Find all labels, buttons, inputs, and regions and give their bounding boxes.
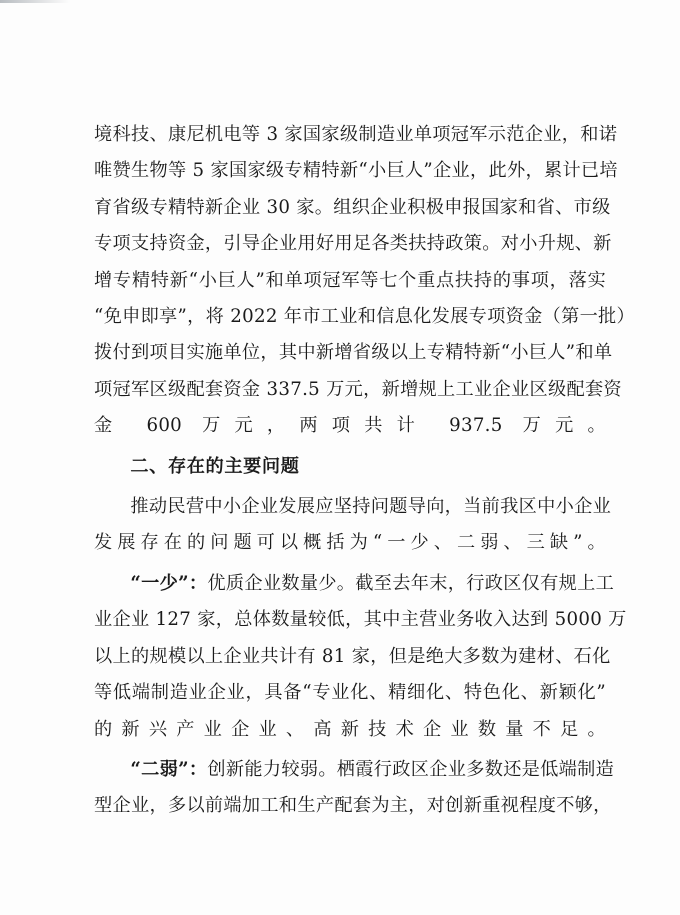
text-line: 推动民营中小企业发展应坚持问题导向，当前我区中小企业 (130, 496, 612, 518)
paragraph-achievements (94, 117, 636, 445)
text-line: 型企业，多以前端加工和生产配套为主，对创新重视程度不够， (94, 795, 612, 817)
text-line: 金 600 万元，两项共计 937.5 万元。 (94, 415, 606, 437)
text-line: 拨付到项目实施单位，其中新增省级以上专精特新“小巨人”和单 (94, 342, 613, 364)
document-body (94, 117, 636, 825)
paragraph-yi-shao (94, 566, 627, 748)
section-heading: 二、存在的主要问题 (130, 455, 300, 477)
text-line: 境科技、康尼机电等 3 家国家级制造业单项冠军示范企业，和诺 (94, 124, 618, 145)
text-line: 唯赞生物等 5 家国家级专精特新“小巨人”企业，此外，累计已培 (94, 160, 618, 182)
text-line: 增专精特新“小巨人”和单项冠军等七个重点扶持的事项，落实 (94, 269, 606, 291)
text-line: 的新兴产业企业、高新技术企业数量不足。 (94, 718, 606, 740)
text-line: 项冠军区级配套资金 337.5 万元，新增规上工业企业区级配套资 (94, 378, 622, 400)
text-line: 等低端制造业企业，具备“专业化、精细化、特色化、新颖化” (94, 682, 606, 704)
text-line (94, 566, 615, 602)
scan-edge-mark (0, 0, 70, 3)
lead-rest: 创新能力较弱。栖霞行政区企业多数还是低端制造 (207, 758, 615, 780)
text-line: 发展存在的问题可以概括为“一少、二弱、三缺”。 (94, 532, 606, 554)
text-line: 专项支持资金，引导企业用好用足各类扶持政策。对小升规、新 (94, 233, 612, 255)
paragraph-problems-intro (94, 489, 612, 562)
text-line (94, 752, 615, 788)
text-line: 育省级专精特新企业 30 家。组织企业积极申报国家和省、市级 (94, 196, 611, 218)
text-line: 业企业 127 家，总体数量较低，其中主营业务收入达到 5000 万 (94, 609, 627, 631)
paragraph-er-ruo (94, 752, 615, 825)
text-line: “免申即享”，将 2022 年市工业和信息化发展专项资金（第一批） (94, 306, 636, 328)
lead-rest: 优质企业数量少。截至去年末，行政区仅有规上工 (207, 572, 615, 594)
bold-lead: “二弱”： (130, 758, 208, 780)
text-line: 以上的规模以上企业共计有 81 家，但是绝大多数为建材、石化 (94, 645, 611, 667)
bold-lead: “一少”： (130, 572, 208, 594)
